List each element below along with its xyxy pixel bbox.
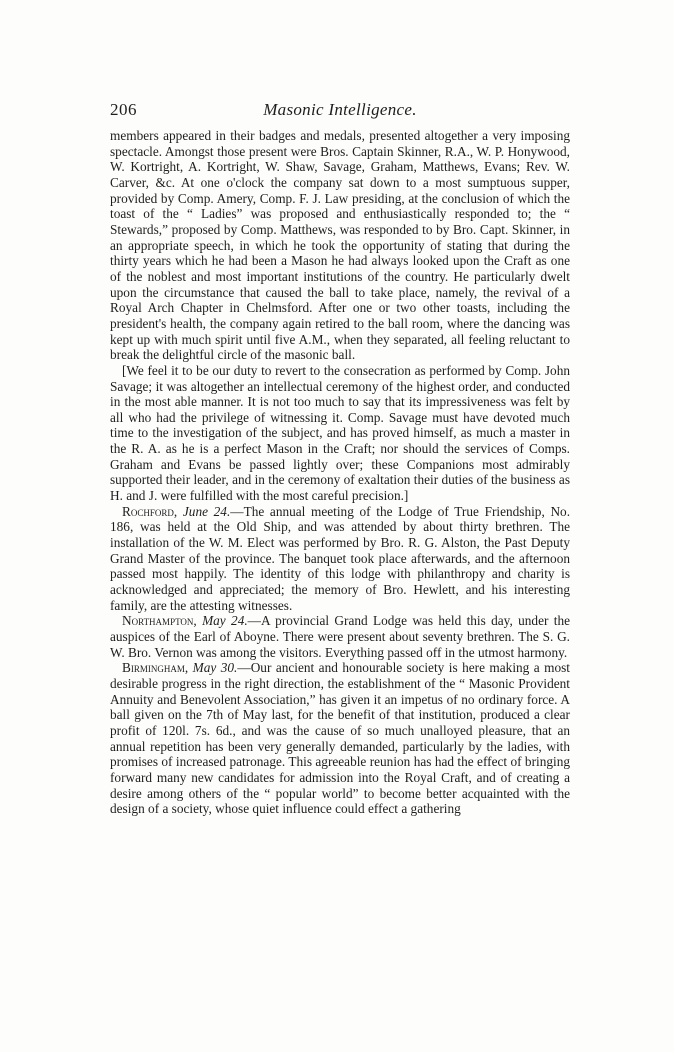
place-name: Rochford — [122, 503, 174, 519]
paragraph-northampton: Northampton, May 24.—A provincial Grand Lodge was held this day, under the auspices of the Earl of Aboyne. There were present about seventy brethren. The S. G. W. Bro. Vernon was among the visitors. Everything passed off in the utmost harmony. — [110, 613, 570, 660]
article-body — [110, 128, 570, 817]
paragraph-editorial-note: [We feel it to be our duty to revert to the consecration as performed by Comp. John Savage; it was altogether an intellectual ceremony of the highest order, and conducted in the most able manner. It is not too much to say that its impressiveness was felt by all who had the privilege of witnessing it. Comp. Savage must have devoted much time to the investigation of the subject, and has proved himself, as much a master in the R. A. as he is a perfect Mason in the Craft; nor should the services of Comps. Graham and Evans be passed lightly over; these Companions most admirably supported their leader, and in the ceremony of exaltation their duties of the business as H. and J. were fulfilled with the most careful precision.] — [110, 362, 570, 504]
place-name: Birmingham — [122, 660, 185, 676]
paragraph-birmingham: Birmingham, May 30.—Our ancient and honourable society is here making a most desirable progress in the right direction, the establishment of the “ Masonic Provident Annuity and Benevolent Association,” has given it an impetus of no ordinary force. A ball given on the 7th of May last, for the benefit of that institution, produced a clear profit of 120l. 7s. 6d., and was the cause of so much unalloyed pleasure, that an annual repetition has been very generally demanded, particularly by the ladies, with promises of increased patronage. This agreeable reunion has had the effect of bringing forward many new candidates for admission into the Royal Craft, and of creating a desire among others of the “ popular world” to become better acquainted with the design of a society, whose quiet influence could effect a gathering — [110, 660, 571, 817]
paragraph-rochford: Rochford, June 24.—The annual meeting of the Lodge of True Friendship, No. 186, was held at the Old Ship, and was attended by about thirty brethren. The installation of the W. M. Elect was performed by Bro. R. G. Alston, the Past Deputy Grand Master of the province. The banquet took place afterwards, and the afternoon passed most happily. The identity of this lodge with philanthropy and charity is acknowledged and appreciated; the memory of Bro. Hewlett, and his interesting family, are the attesting witnesses. — [110, 503, 571, 613]
paragraph-text: —Our ancient and honourable society is here making a most desirable progress in the right direction, the establishment of the “ Masonic Provident Annuity and Benevolent Association,” has given it an impetus of no ordinary force. A ball given on the 7th of May last, for the benefit of that institution, produced a clear profit of 120l. 7s. 6d., and was the cause of so much unalloyed pleasure, that an annual repetition has been very generally demanded, particularly by the ladies, with promises of increased patronage. This agreeable reunion has had the effect of bringing forward many new candidates for admission into the Royal Craft, and of creating a desire among others of the “ popular world” to become better acquainted with the design of a society, whose quiet influence could effect a gathering — [110, 660, 571, 817]
paragraph-chelmsford-continued: members appeared in their badges and medals, presented altogether a very imposing spectacle. Amongst those present were Bros. Captain Skinner, R.A., W. P. Honywood, W. Kortright, A. Kortright, W. Shaw, Savage, Graham, Matthews, Evans; Rev. W. Carver, &c. At one o'clock the company sat down to a most sumptuous supper, provided by Comp. Amery, Comp. F. J. Law presiding, at the conclusion of which the toast of the “ Ladies” was proposed and enthusiastically responded to; the “ Stewards,” proposed by Comp. Matthews, was responded to by Bro. Capt. Skinner, in an appropriate speech, in which he took the opportunity of stating that during the thirty years which he had been a Mason he had always looked upon the Craft as one of the noblest and most important institutions of the country. He particularly dwelt upon the circumstance that caused the ball to take place, namely, the revival of a Royal Arch Chapter in Chelmsford. After one or two other toasts, including the president's health, the company again retired to the ball room, where the dancing was kept up with much spirit until five A.M., when they separated, all feeling reluctant to break the delightful circle of the masonic ball. — [110, 128, 570, 363]
dateline: May 30. — [192, 660, 238, 676]
dateline: June 24. — [182, 503, 231, 519]
page-header — [110, 100, 570, 124]
place-name: Northampton — [122, 613, 194, 629]
page-number: 206 — [110, 100, 137, 119]
paragraph-text: —The annual meeting of the Lodge of True Friendship, No. 186, was held at the Old Ship, and was attended by about thirty brethren. The installation of the W. M. Elect was performed by Bro. R. G. Alston, the Past Deputy Grand Master of the province. The banquet took place afterwards, and the afternoon passed most happily. The identity of this lodge with philanthropy and charity is acknowledged and appreciated; the memory of Bro. Hewlett, and his interesting family, are the attesting witnesses. — [110, 503, 571, 613]
dateline: May 24. — [202, 613, 248, 629]
running-title: Masonic Intelligence. — [263, 100, 417, 119]
paragraph-text: —A provincial Grand Lodge was held this day, under the auspices of the Earl of Aboyne. There were present about seventy brethren. The S. G. W. Bro. Vernon was among the visitors. Everything passed off in the utmost harmony. — [110, 613, 570, 660]
